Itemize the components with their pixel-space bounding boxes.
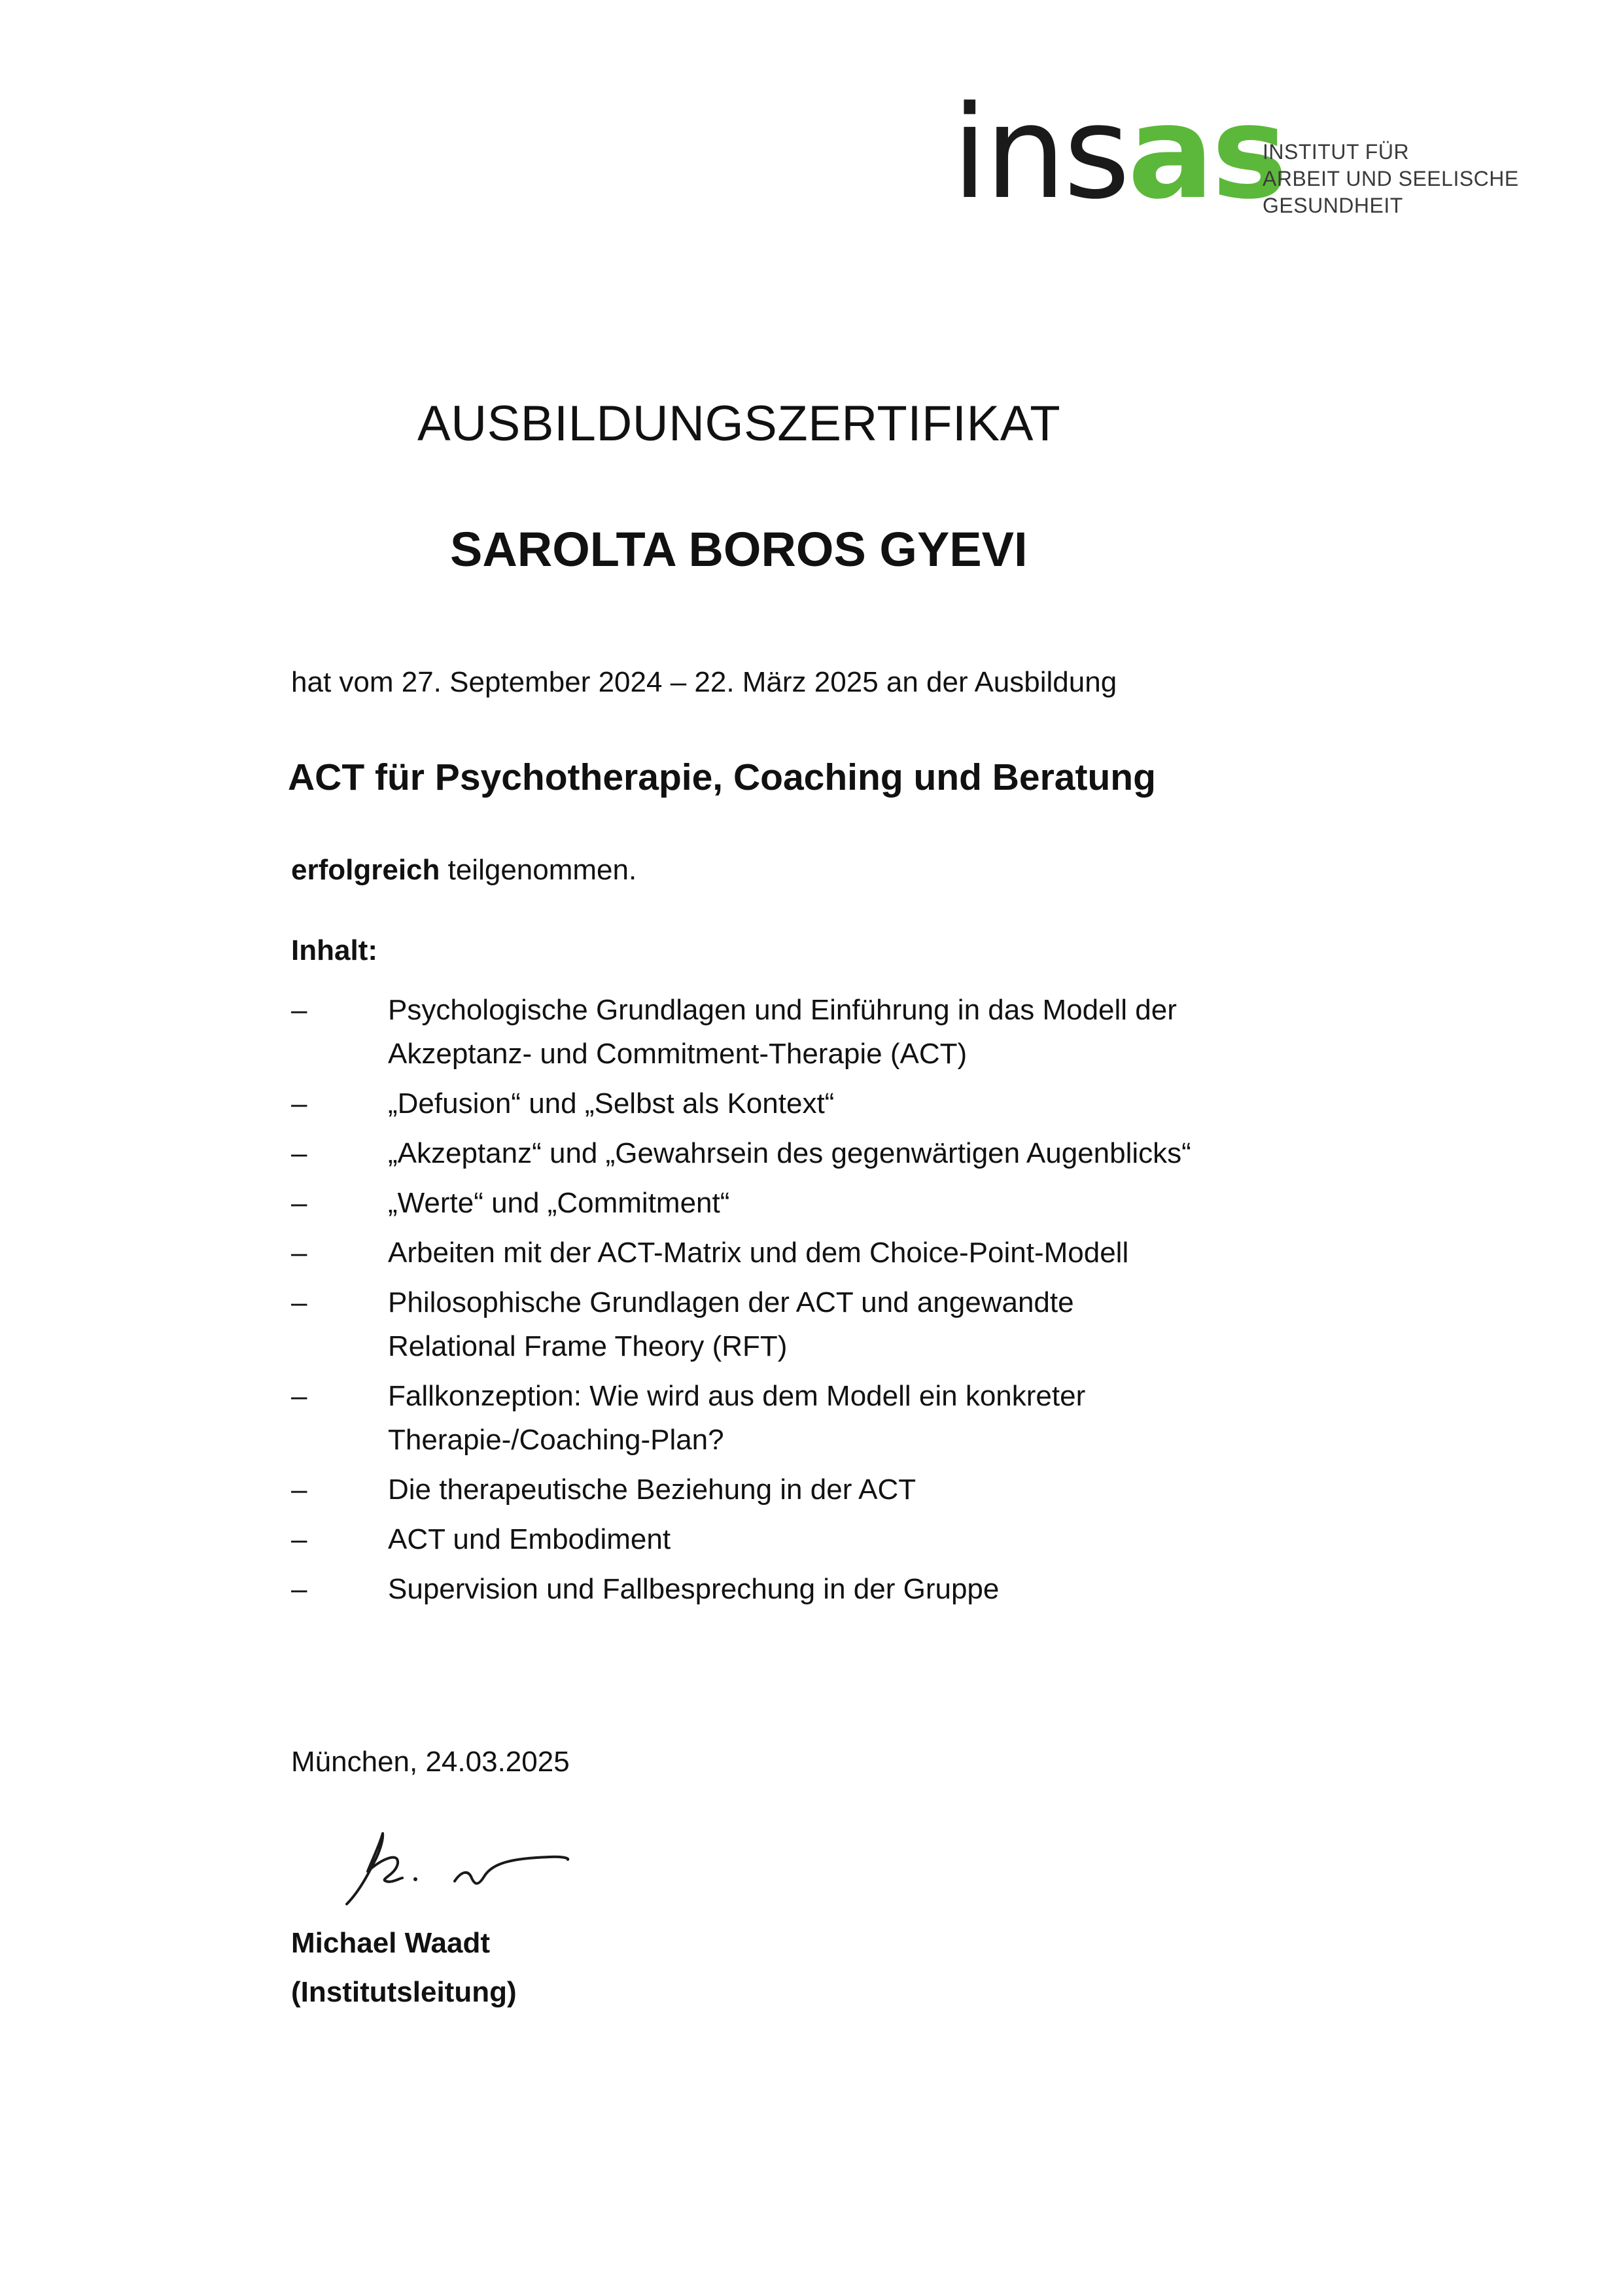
- result-rest: teilgenommen.: [440, 854, 637, 886]
- list-dash: –: [291, 1380, 307, 1412]
- signer-role: (Institutsleitung): [291, 1976, 517, 2008]
- place-date: München, 24.03.2025: [291, 1746, 570, 1778]
- logo-tagline-line: ARBEIT UND SEELISCHE: [1263, 167, 1519, 190]
- content-list-item: [291, 1231, 1207, 1275]
- content-list-item: [291, 1468, 1207, 1511]
- list-item-text: „Werte“ und „Commitment“: [388, 1187, 730, 1219]
- signer-name: Michael Waadt: [291, 1927, 490, 1959]
- course-title: ACT für Psychotherapie, Coaching und Beratung: [288, 756, 1156, 798]
- logo-word-green: as: [1127, 79, 1285, 228]
- list-item-text: Supervision und Fallbesprechung in der Gruppe: [388, 1573, 1000, 1605]
- list-dash: –: [291, 1237, 307, 1269]
- intro-text: hat vom 27. September 2024 – 22. März 2025 an der Ausbildung: [291, 666, 1117, 698]
- list-item-text: Psychologische Grundlagen und Einführung in das Modell der Akzeptanz- und Commitment-Therapie (ACT): [388, 994, 1177, 1070]
- list-dash: –: [291, 1523, 307, 1555]
- logo-tagline: [1263, 139, 1519, 219]
- list-dash: –: [291, 1087, 307, 1120]
- list-item-text: Die therapeutische Beziehung in der ACT: [388, 1474, 916, 1506]
- list-item-text: Philosophische Grundlagen der ACT und angewandte Relational Frame Theory (RFT): [388, 1286, 1074, 1362]
- logo-wordmark: [952, 79, 1285, 228]
- list-item-text: ACT und Embodiment: [388, 1523, 671, 1555]
- content-list-item: [291, 1280, 1207, 1368]
- content-list-item: [291, 1567, 1207, 1611]
- list-dash: –: [291, 1573, 307, 1605]
- recipient-name: SAROLTA BOROS GYEVI: [450, 522, 1028, 576]
- content-heading: Inhalt:: [291, 934, 377, 966]
- logo-word-dark: ins: [952, 79, 1128, 228]
- list-dash: –: [291, 1137, 307, 1169]
- content-list-item: [291, 1181, 1207, 1225]
- logo-tagline-line: GESUNDHEIT: [1263, 194, 1403, 217]
- certificate-title: AUSBILDUNGSZERTIFIKAT: [417, 396, 1061, 451]
- content-list: [291, 988, 1207, 1617]
- list-dash: –: [291, 1187, 307, 1219]
- result-text: [291, 854, 637, 887]
- list-item-text: Fallkonzeption: Wie wird aus dem Modell ein konkreter Therapie-/Coaching-Plan?: [388, 1380, 1086, 1456]
- list-item-text: Arbeiten mit der ACT-Matrix und dem Choice-Point-Modell: [388, 1237, 1129, 1269]
- content-list-item: [291, 1374, 1207, 1462]
- content-list-item: [291, 1131, 1207, 1175]
- list-dash: –: [291, 1474, 307, 1506]
- list-item-text: „Defusion“ und „Selbst als Kontext“: [388, 1087, 835, 1120]
- list-dash: –: [291, 1286, 307, 1318]
- signature: [321, 1819, 582, 1917]
- logo-tagline-line: INSTITUT FÜR: [1263, 140, 1410, 164]
- list-item-text: „Akzeptanz“ und „Gewahrsein des gegenwärtigen Augenblicks“: [388, 1137, 1191, 1169]
- content-list-item: [291, 988, 1207, 1076]
- result-bold: erfolgreich: [291, 854, 440, 886]
- list-dash: –: [291, 994, 307, 1026]
- content-list-item: [291, 1517, 1207, 1561]
- content-list-item: [291, 1082, 1207, 1125]
